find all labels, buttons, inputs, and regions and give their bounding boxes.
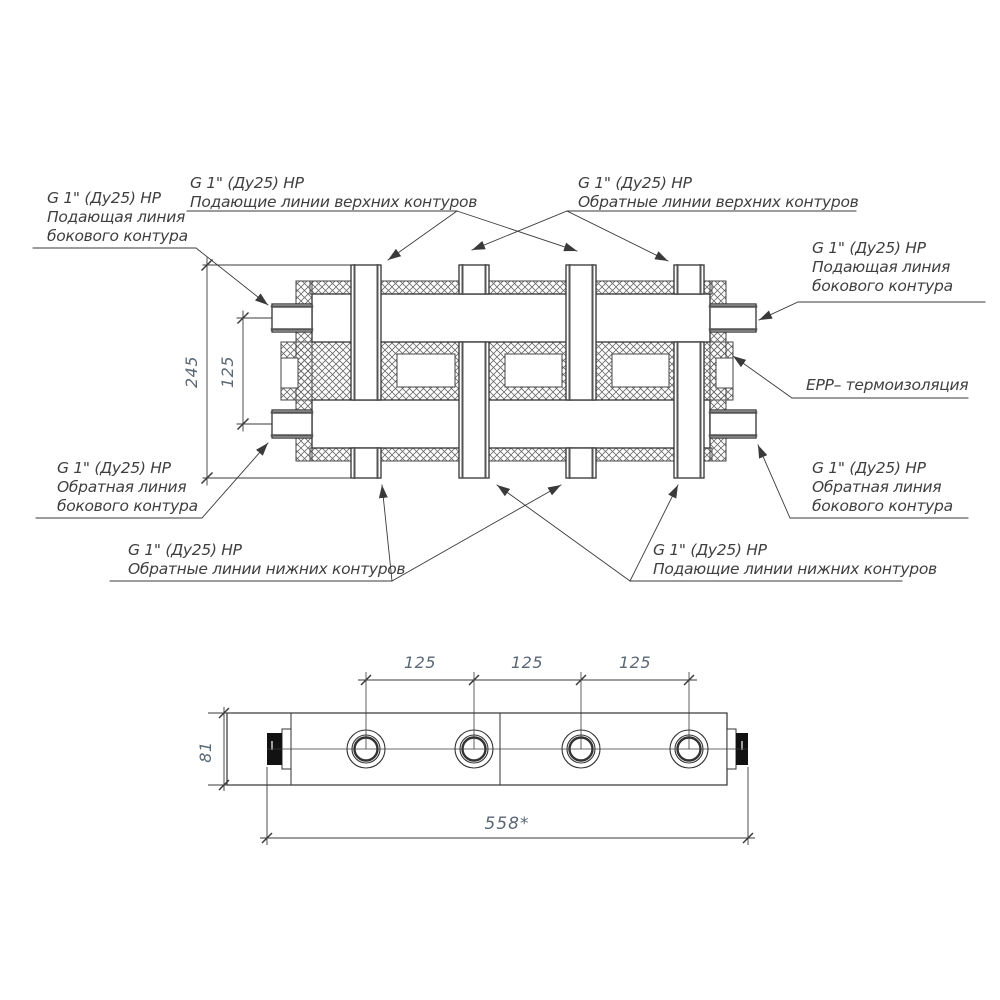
insulation-right-notch (716, 358, 733, 388)
nipple-left-top (272, 304, 312, 332)
dim-text-558: 558* (484, 814, 530, 834)
label-line: Подающие линии нижних контуров (653, 560, 937, 578)
insulation-window-1 (397, 354, 455, 387)
label-line: G 1" (Ду25) НР (653, 541, 767, 559)
dim-text-81: 81 (196, 741, 215, 763)
label-line: G 1" (Ду25) НР (47, 189, 161, 207)
label-line: Обратная линия (812, 478, 942, 496)
nipple-right-top (710, 304, 756, 332)
dim-text-125-3: 125 (618, 653, 652, 672)
label-line: Обратные линии верхних контуров (578, 193, 859, 211)
return-collector-pipe (312, 400, 710, 448)
label-line: Подающая линия (47, 208, 186, 226)
label-epp-insulation (806, 376, 968, 394)
insulation-left-notch (281, 358, 298, 388)
dim-text-125-side: 125 (218, 355, 237, 389)
label-line: G 1" (Ду25) НР (578, 174, 692, 192)
insulation-window-3 (612, 354, 669, 387)
label-line: G 1" (Ду25) НР (128, 541, 242, 559)
label-line: G 1" (Ду25) НР (812, 239, 926, 257)
label-line: Подающие линии верхних контуров (190, 193, 478, 211)
dim-text-245: 245 (182, 355, 201, 389)
nipple-left-bottom (272, 410, 312, 438)
dim-text-125-2: 125 (510, 653, 544, 672)
label-line: Подающая линия (812, 258, 951, 276)
label-line: бокового контура (812, 277, 953, 295)
label-line: G 1" (Ду25) НР (812, 459, 926, 477)
label-line: Обратная линия (57, 478, 187, 496)
nipple-right-bottom (710, 410, 756, 438)
label-line: бокового контура (812, 497, 953, 515)
label-line: Обратные линии нижних контуров (128, 560, 406, 578)
label-line: EPP– термоизоляция (806, 376, 969, 394)
dim-text-125-1: 125 (403, 653, 437, 672)
label-line: G 1" (Ду25) НР (190, 174, 304, 192)
label-line: бокового контура (47, 227, 188, 245)
label-line: бокового контура (57, 497, 198, 515)
insulation-window-2 (505, 354, 562, 387)
label-line: G 1" (Ду25) НР (57, 459, 171, 477)
